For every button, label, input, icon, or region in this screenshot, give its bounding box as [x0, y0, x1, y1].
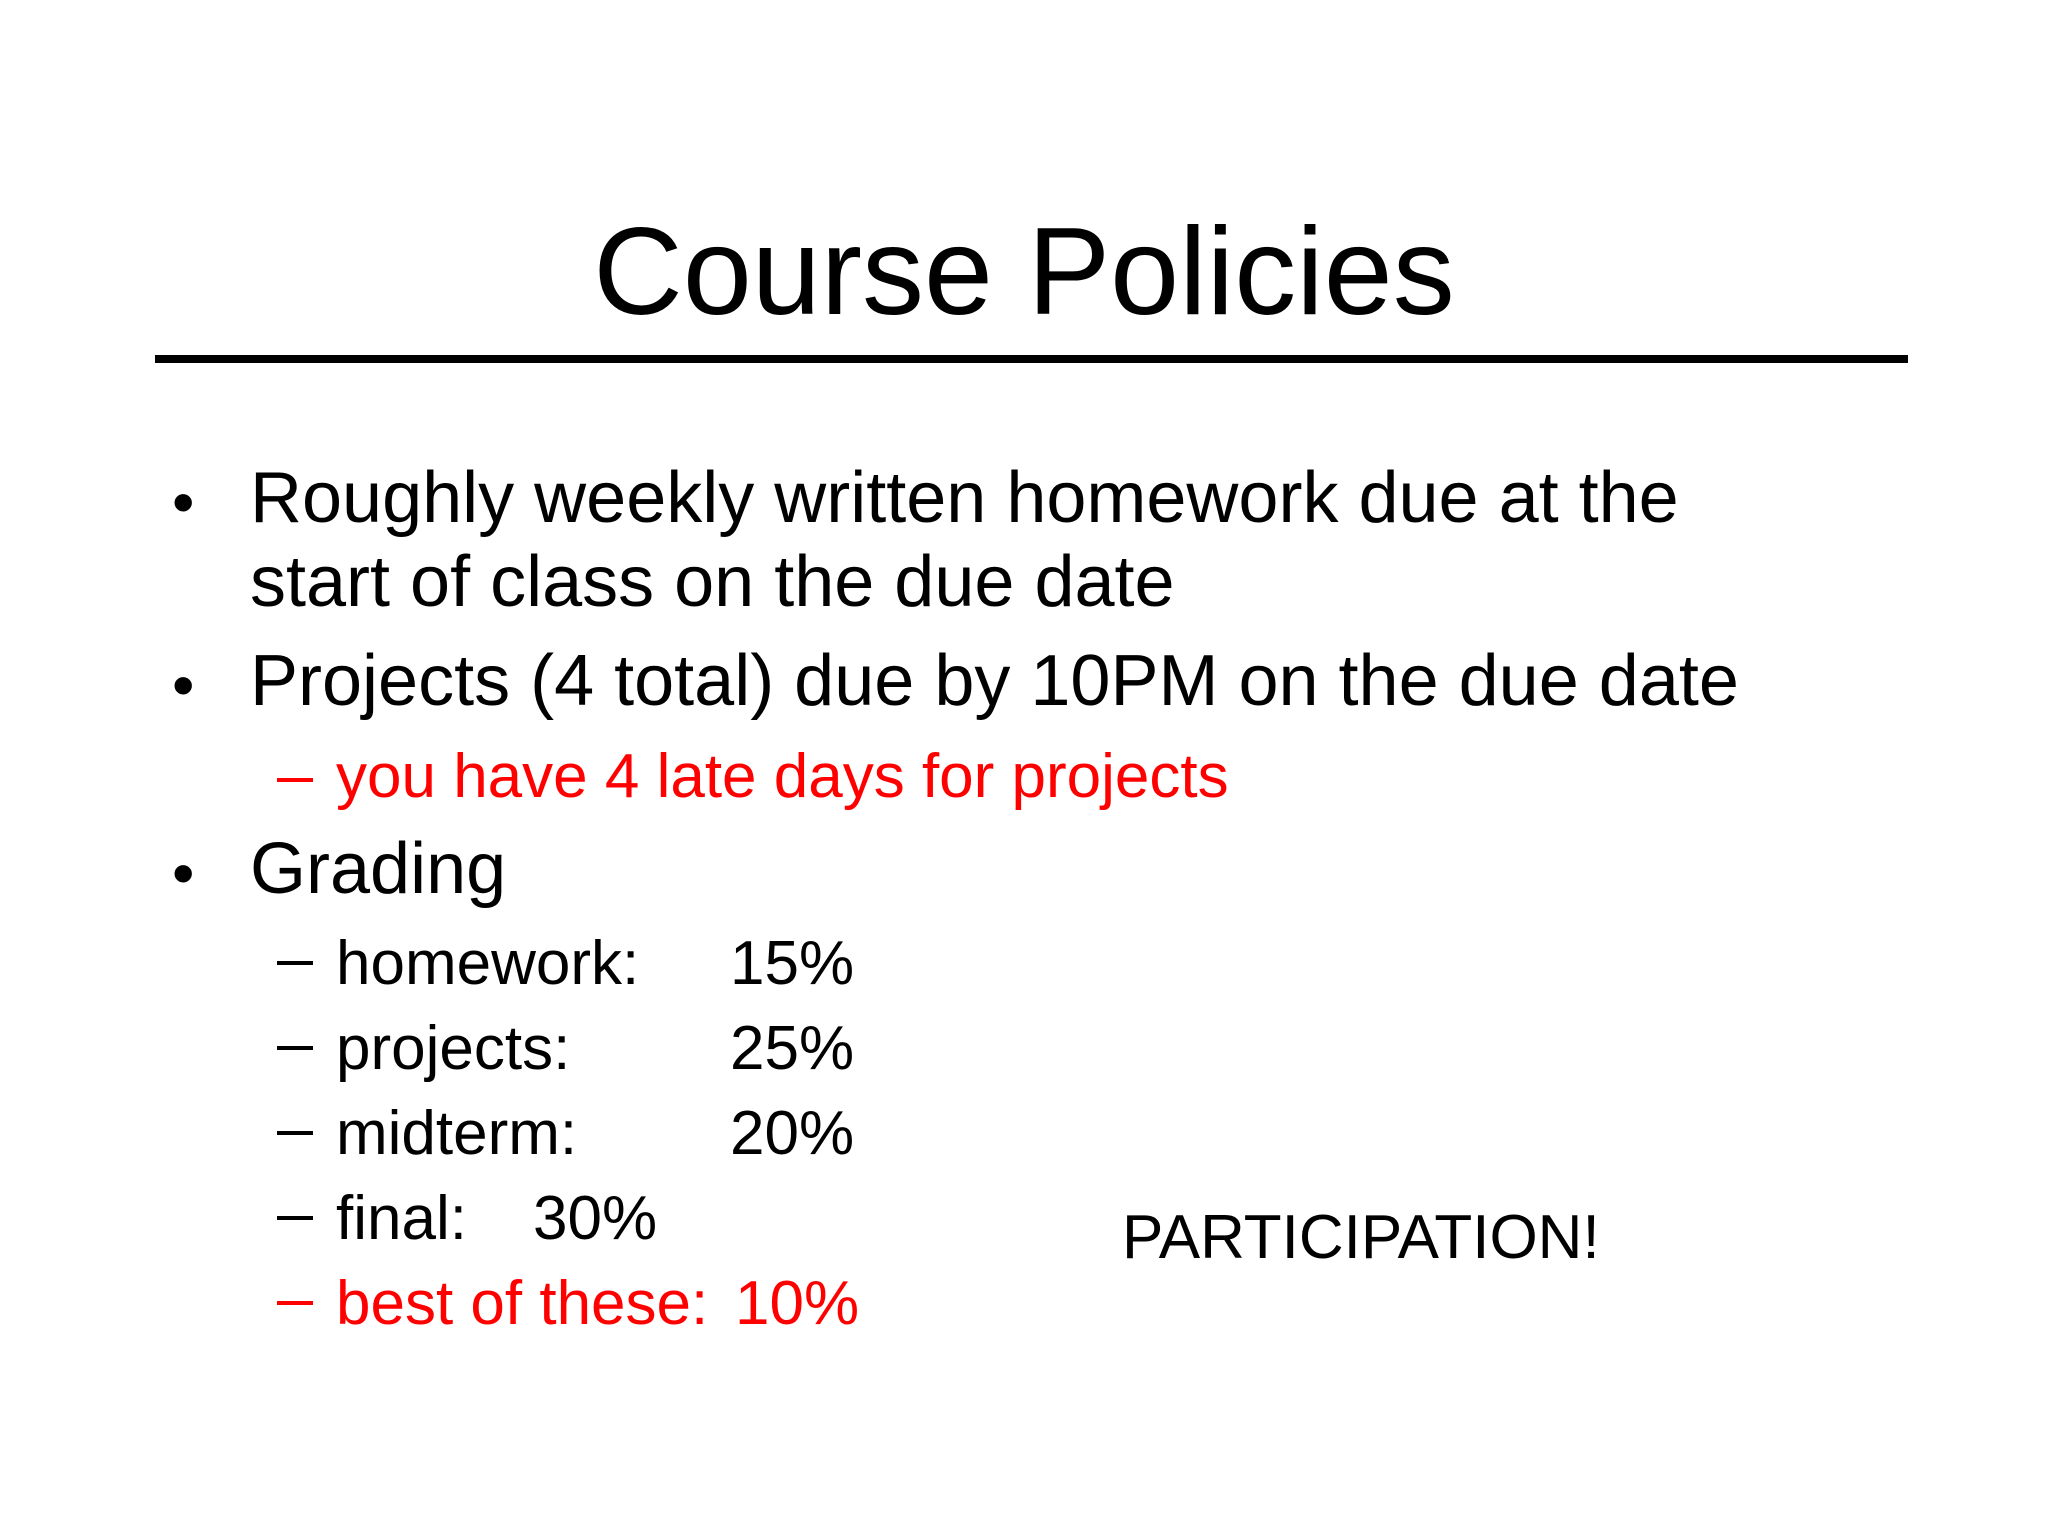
grading-value-homework: 15%	[730, 929, 855, 998]
grading-label-final: final:	[336, 1184, 467, 1253]
bullet-dot: •	[172, 466, 195, 538]
bullet-dot: •	[172, 649, 195, 721]
bullet-homework-line-1: Roughly weekly written homework due at the	[250, 458, 1679, 538]
grading-label-best-of: best of these:	[336, 1269, 709, 1338]
participation-note: PARTICIPATION!	[1122, 1203, 1600, 1272]
sub-bullet-dash	[277, 1301, 313, 1305]
grading-value-best-of: 10%	[735, 1269, 860, 1338]
grading-label-projects: projects:	[336, 1014, 571, 1083]
sub-bullet-dash	[277, 1131, 313, 1135]
bullet-projects: Projects (4 total) due by 10PM on the due date	[250, 641, 1739, 721]
grading-value-midterm: 20%	[730, 1099, 855, 1168]
sub-bullet-dash	[277, 1216, 313, 1220]
bullet-homework-line-2: start of class on the due date	[250, 542, 1175, 622]
sub-bullet-dash	[277, 778, 313, 782]
slide-title: Course Policies	[593, 203, 1455, 341]
title-underline	[155, 355, 1908, 363]
grading-value-projects: 25%	[730, 1014, 855, 1083]
grading-value-final: 30%	[533, 1184, 658, 1253]
sub-bullet-dash	[277, 1046, 313, 1050]
sub-bullet-dash	[277, 961, 313, 965]
grading-label-midterm: midterm:	[336, 1099, 578, 1168]
sub-item-late-days: you have 4 late days for projects	[336, 742, 1229, 811]
bullet-grading: Grading	[250, 829, 507, 909]
grading-label-homework: homework:	[336, 929, 640, 998]
bullet-dot: •	[172, 837, 195, 909]
